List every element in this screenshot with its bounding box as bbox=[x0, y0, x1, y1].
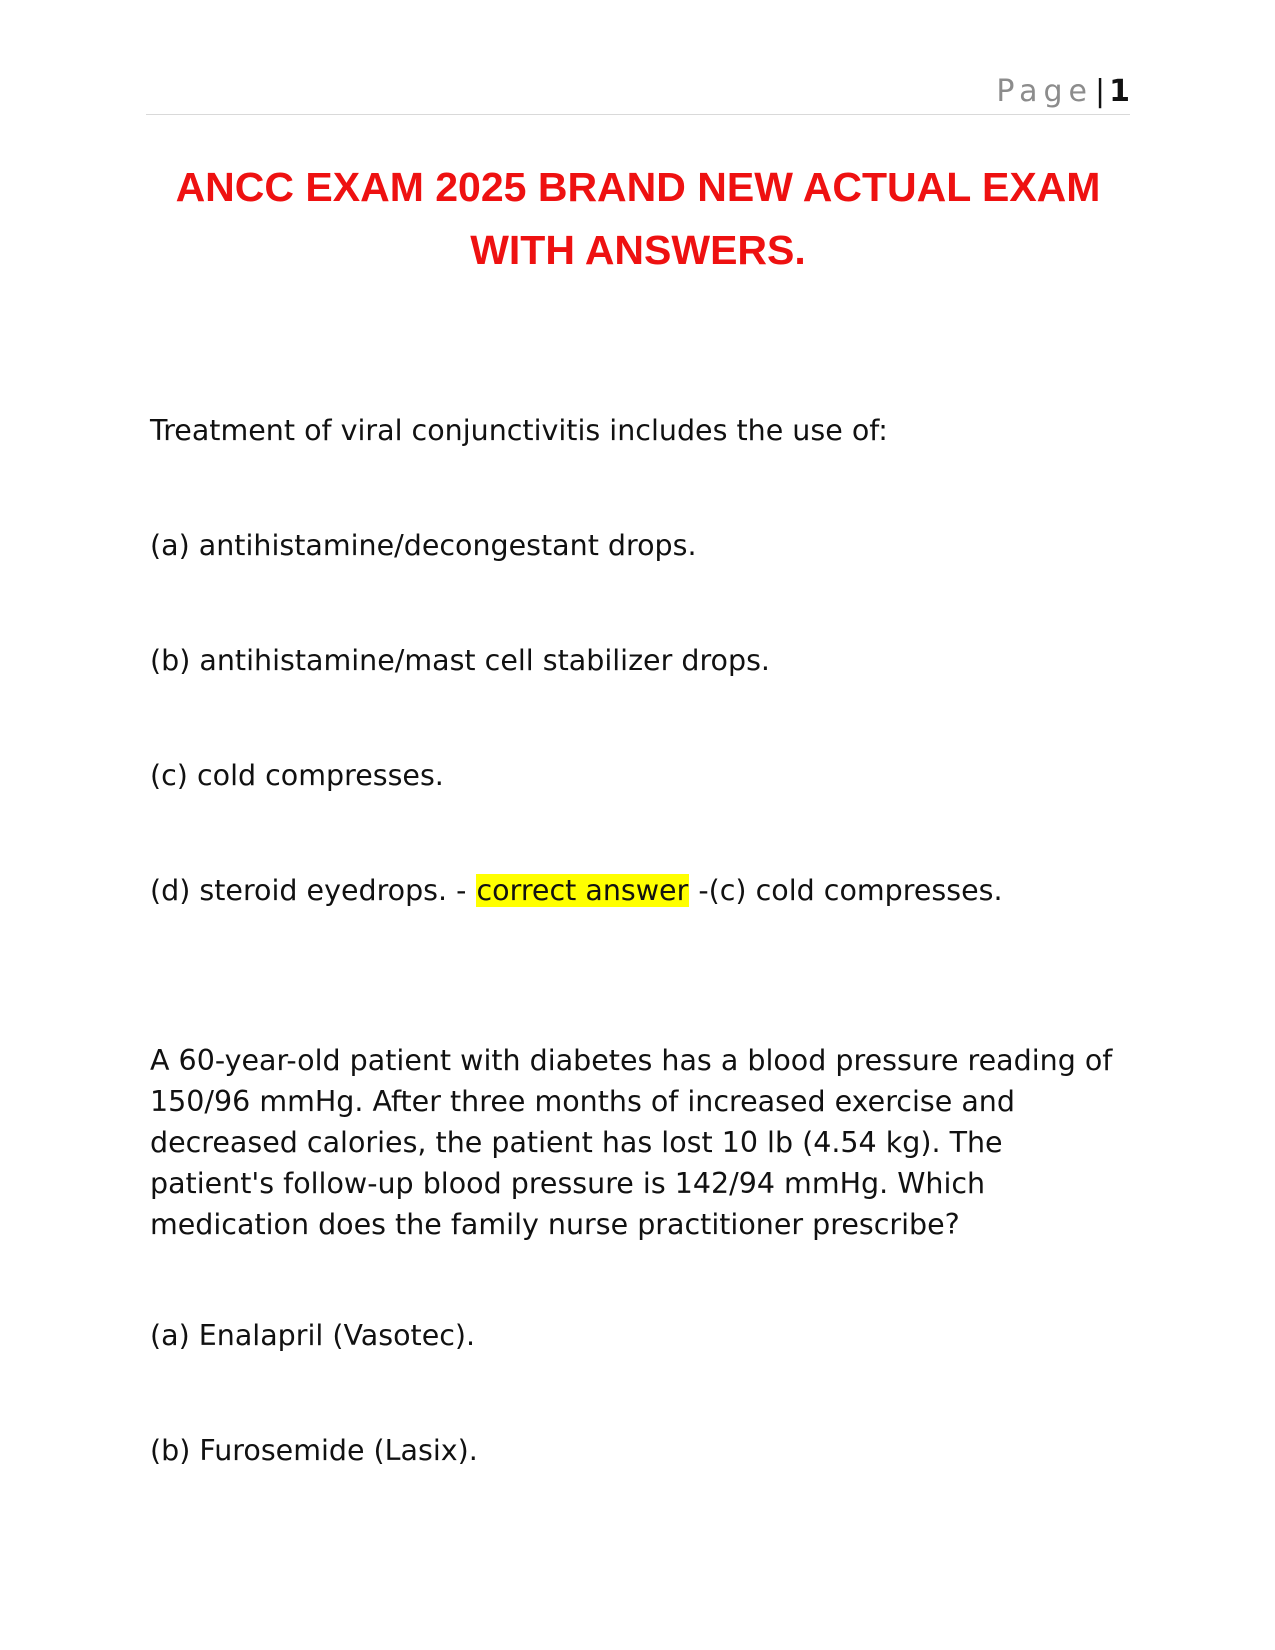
document-title: ANCC EXAM 2025 BRAND NEW ACTUAL EXAM WITH ANSWERS. bbox=[175, 164, 1101, 273]
question-1-option-b: (b) antihistamine/mast cell stabilizer drops. bbox=[150, 644, 770, 677]
question-2-stem: A 60-year-old patient with diabetes has a blood pressure reading of 150/96 mmHg. After three months of increased exercise and decreased calories, the patient has lost 10 lb (4.54 kg). The patient's follow-up blood pressure is 142/94 mmHg. Which medication does the family nurse practitioner prescribe? bbox=[150, 1044, 1113, 1241]
page-header bbox=[146, 72, 1130, 115]
question-2-option-b: (b) Furosemide (Lasix). bbox=[150, 1434, 478, 1467]
question-1-stem: Treatment of viral conjunctivitis includes the use of: bbox=[150, 414, 888, 447]
question-1-option-a: (a) antihistamine/decongestant drops. bbox=[150, 529, 697, 562]
page-separator: | bbox=[1095, 74, 1106, 109]
page-number: 1 bbox=[1109, 74, 1130, 109]
page-word: Page bbox=[996, 74, 1094, 109]
question-1-option-d: (d) steroid eyedrops. - bbox=[150, 874, 467, 907]
question-1-answer: -(c) cold compresses. bbox=[698, 874, 1003, 907]
correct-answer-highlight: correct answer bbox=[476, 874, 689, 907]
question-2-option-a: (a) Enalapril (Vasotec). bbox=[150, 1319, 476, 1352]
question-1-option-c: (c) cold compresses. bbox=[150, 759, 444, 792]
question-1-option-d-line bbox=[150, 870, 1003, 911]
page-number-label bbox=[996, 76, 1130, 108]
